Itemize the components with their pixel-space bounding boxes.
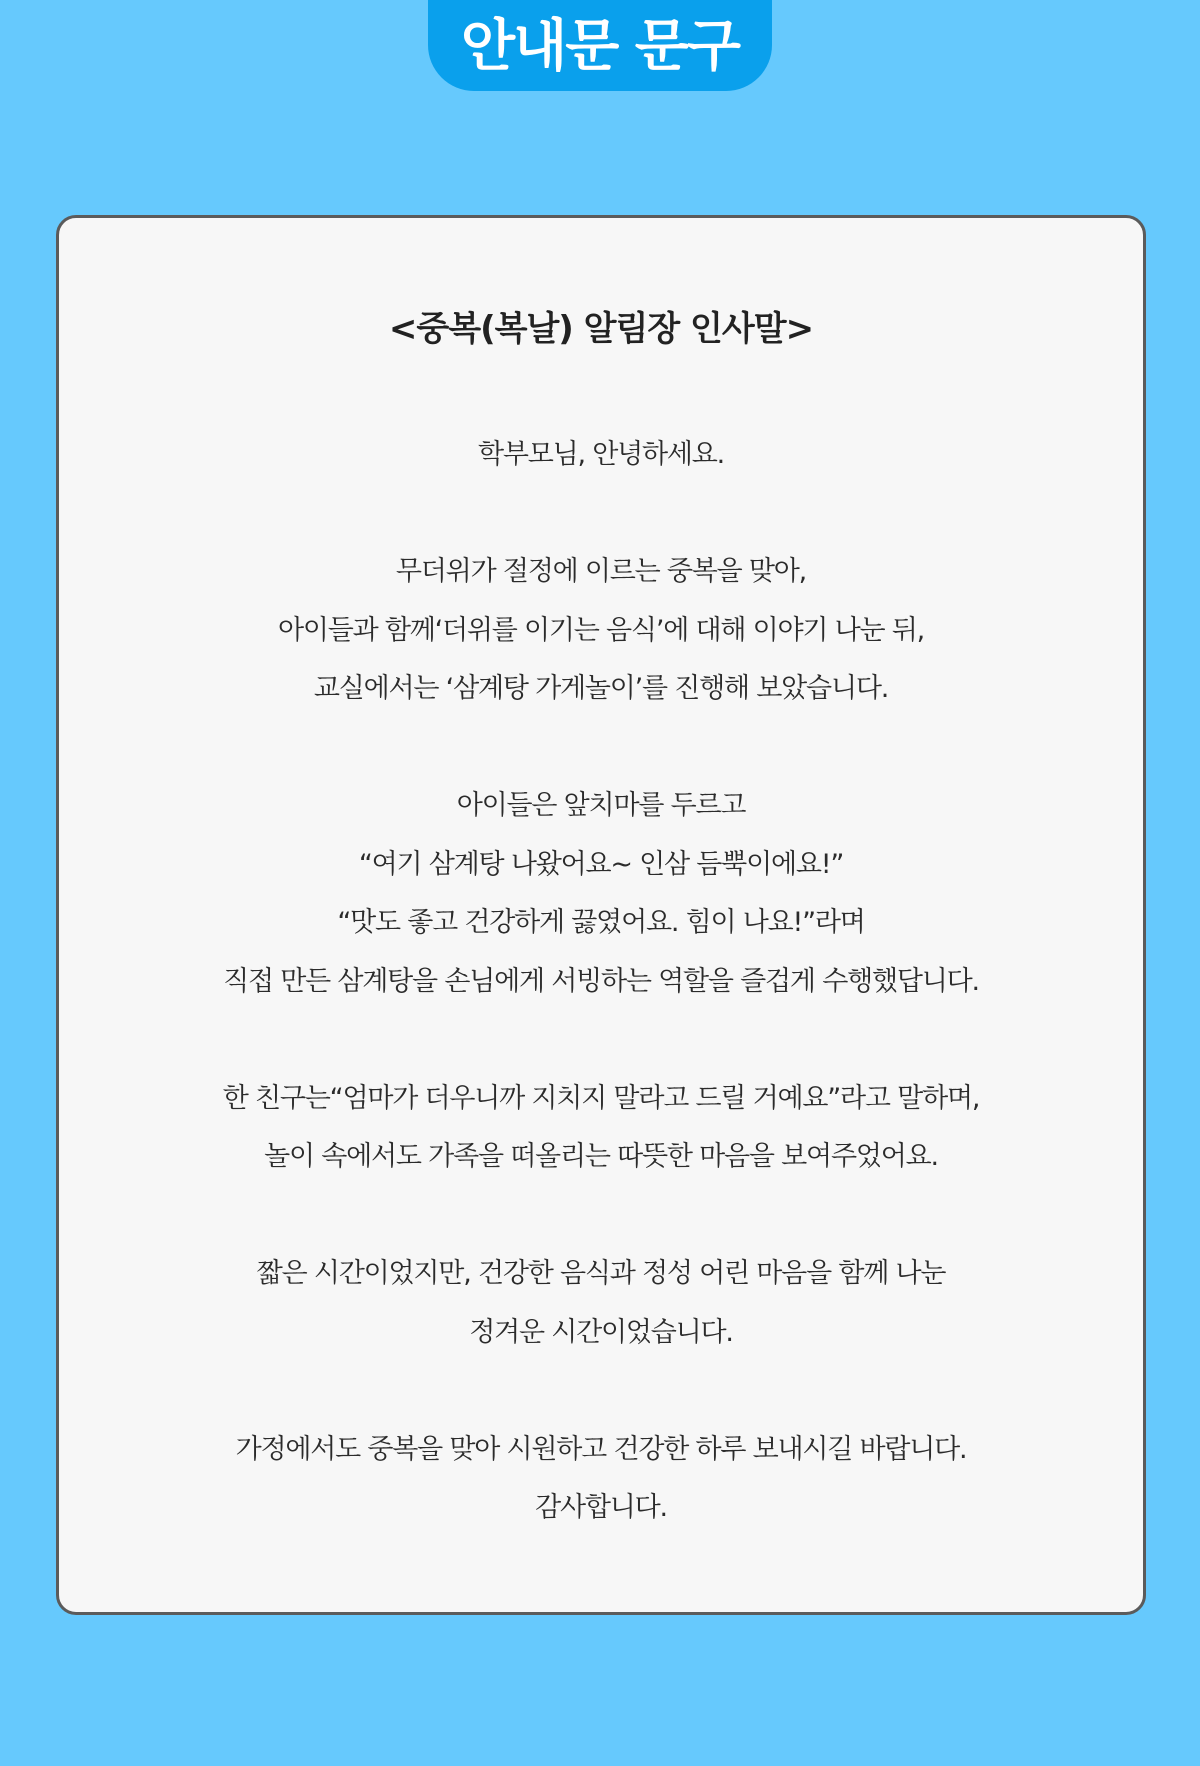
greeting-line: 학부모님, 안녕하세요. <box>477 439 725 470</box>
header-pill <box>428 0 772 91</box>
paragraph-gap <box>59 1187 1143 1246</box>
body-line: 교실에서는 ‘삼계탕 가게놀이’를 진행해 보았습니다. <box>313 673 889 704</box>
body-line: 아이들과 함께‘더위를 이기는 음식’에 대해 이야기 나눈 뒤, <box>277 614 925 646</box>
notice-card <box>56 215 1146 1615</box>
body-line: “맛도 좋고 건강하게 끓였어요. 힘이 나요!”라며 <box>337 907 865 938</box>
card-title: <중복(복날) 알림장 인사말> <box>388 309 814 349</box>
page-title: 안내문 문구 <box>461 13 739 79</box>
paragraph-gap <box>59 485 1143 544</box>
body-line: 아이들은 앞치마를 두르고 <box>456 790 746 821</box>
closing-line: 감사합니다. <box>535 1492 667 1523</box>
body-line: “여기 삼계탕 나왔어요~ 인삼 듬뿍이에요!” <box>358 848 844 880</box>
paragraph-gap <box>59 1011 1143 1070</box>
closing-line: 가정에서도 중복을 맞아 시원하고 건강한 하루 보내시길 바랍니다. <box>235 1433 967 1465</box>
card-body <box>59 426 1143 1538</box>
paragraph-gap <box>59 719 1143 778</box>
body-line: 놀이 속에서도 가족을 떠올리는 따뜻한 마음을 보여주었어요. <box>264 1141 938 1172</box>
paragraph-gap <box>59 1362 1143 1421</box>
body-line: 정겨운 시간이었습니다. <box>469 1316 733 1348</box>
body-line: 직접 만든 삼계탕을 손님에게 서빙하는 역할을 즐겁게 수행했답니다. <box>223 965 979 997</box>
body-line: 무더위가 절정에 이르는 중복을 맞아, <box>395 556 807 587</box>
body-line: 짧은 시간이었지만, 건강한 음식과 정성 어린 마음을 함께 나눈 <box>256 1258 946 1289</box>
body-line: 한 친구는“엄마가 더우니까 지치지 말라고 드릴 거예요”라고 말하며, <box>222 1082 980 1114</box>
